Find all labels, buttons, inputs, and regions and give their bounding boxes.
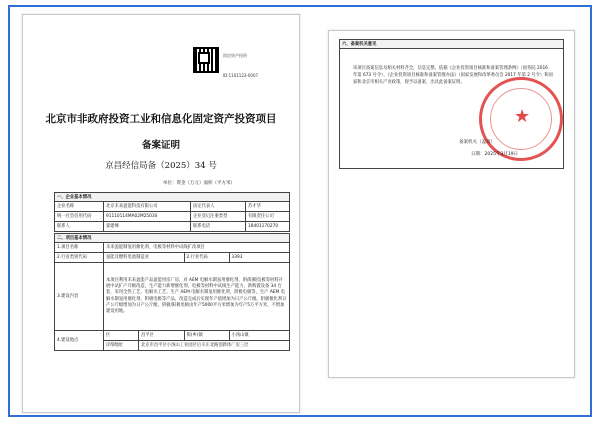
value-contact: 翟建峰 <box>104 222 191 232</box>
sign-date: 日期：2025年3月19日 <box>471 152 519 157</box>
label-reg-type: 企业登记注册类型 <box>191 212 246 222</box>
unit-note: 单位：资金（万元）面积（平方米） <box>163 181 235 186</box>
document-page-2 <box>328 30 575 378</box>
label-location: 4.建设地点 <box>55 331 104 351</box>
label-industry-code: 2.行业代码 <box>184 253 229 263</box>
authority-sign: 备案机关（盖章） <box>459 140 495 145</box>
enterprise-info-table <box>54 192 290 232</box>
value-project-name: 未来盈能制氢用催化剂、电极等材料中试线扩改项目 <box>104 243 290 253</box>
value-reg-type: 有限责任公司 <box>246 212 290 222</box>
value-company: 北京未来盈能科技有限公司 <box>104 202 191 212</box>
seal-star-icon: ★ <box>514 106 531 127</box>
opinion-text: 该项目备案信息及相关材料齐全，信息完整。依据《企业投资项目核准和备案管理条例》（国务院 2016 年第 673 号令）、《企业投资项目核准和备案管理办法》（国家发展和改革委员会 2017 年第 2 号令）和国家和北京市相关产业政策，现予以备案，出具此备案证明。 <box>353 66 553 85</box>
label-district: 区 <box>104 331 139 341</box>
value-legal: 苏才华 <box>246 202 290 212</box>
value-phone: 18401170270 <box>246 222 290 232</box>
section-2-header: 二、项目基本情况 <box>55 234 290 243</box>
official-seal <box>479 77 563 161</box>
doc-subtitle: 备案证明 <box>141 140 180 151</box>
project-info-table <box>54 233 290 351</box>
label-credit: 统一社会信用代码 <box>55 212 104 222</box>
section-1-header: 一、企业基本情况 <box>55 193 290 202</box>
doc-number: 京昌经信局备（2025）34 号 <box>105 161 217 171</box>
value-construction: 本项目利用未来盈能产品盈能用房厂房，对 AEM 电解水制氢用催化剂、阴/阳极电极等材料开展中试扩产升级改造，生产能力新增催化剂、电极等材料中试线生产能力，新购置设备 34 台套，采用全热工艺，电解水工艺。生产 AEM 电解水制氢用催化剂、阴极电极等，生产 AEM 电解水制氢用催化剂、阴极电极等产品，改造完成后实现年产值增加为日产公斤级。阴极催化剂日产公斤级增加为日产公斤级，阴极/阳极电极由年产5000平方米增加为年产5万平方米，不增加建设用地。 <box>104 263 290 331</box>
value-district: 昌平区 <box>139 331 185 341</box>
value-address: 北京市昌平区小汤山工业园区后辛庄北路创新体厂房三层 <box>139 341 290 351</box>
label-phone: 联系电话 <box>191 222 246 232</box>
label-town: 街(乡)镇 <box>184 331 229 341</box>
value-credit: 91110114MA02M2503S <box>104 212 191 222</box>
value-industry: 氢能及燃料电池制造业 <box>104 253 185 263</box>
doc-title: 北京市非政府投资工业和信息化固定资产投资项目 <box>45 113 277 125</box>
header-tiny-1: 固定资产投资 <box>223 53 247 58</box>
section-6-header: 六、备案机关意见 <box>340 40 564 49</box>
label-industry: 2.行业类别代码 <box>55 253 104 263</box>
label-construction: 3.建设内容 <box>55 263 104 331</box>
label-address: 详细地址 <box>104 341 139 351</box>
label-contact: 联系人 <box>55 222 104 232</box>
label-company: 企业名称 <box>55 202 104 212</box>
label-project-name: 1.项目名称 <box>55 243 104 253</box>
value-industry-code: 3393 <box>229 253 289 263</box>
header-tiny-2: ID:1101123-0007 <box>223 73 259 78</box>
value-town: 小汤山镇 <box>229 331 289 341</box>
label-legal: 法定代表人 <box>191 202 246 212</box>
qr-code-icon <box>193 47 219 73</box>
